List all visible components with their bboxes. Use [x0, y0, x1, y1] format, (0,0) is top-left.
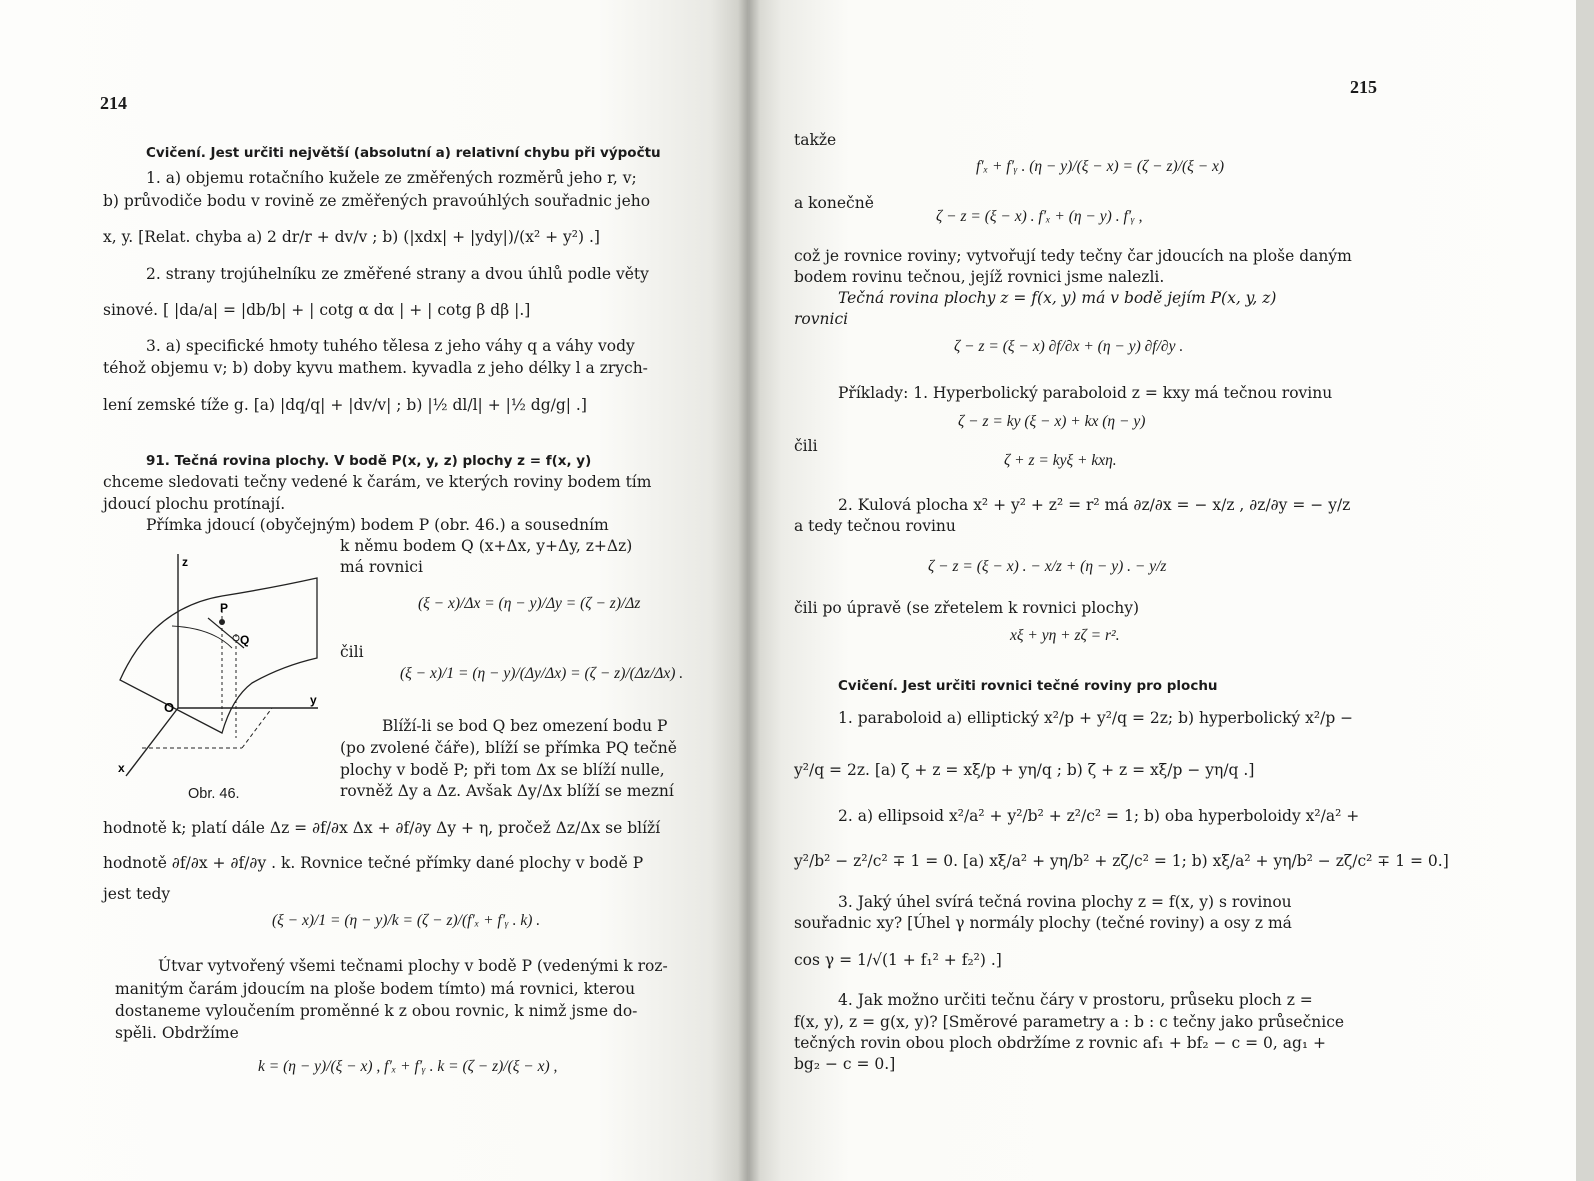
- text-line: rovněž Δy a Δz. Avšak Δy/Δx blíží se mezní: [340, 782, 674, 800]
- text-line: f(x, y), z = g(x, y)? [Směrové parametry a : b : c tečny jako průsečnice: [794, 1013, 1345, 1031]
- figure-label: O: [164, 700, 175, 715]
- equation: (ξ − x)/Δx = (η − y)/Δy = (ζ − z)/Δz: [418, 595, 641, 612]
- equation: ζ − z = (ξ − x) ∂f/∂x + (η − y) ∂f/∂y .: [954, 338, 1184, 355]
- figure-label: Q: [240, 633, 250, 647]
- equation: ζ − z = ky (ξ − x) + kx (η − y): [958, 413, 1146, 430]
- equation: xξ + yη + zζ = r².: [1010, 627, 1120, 644]
- text-line: jest tedy: [103, 885, 171, 903]
- figure-label: z: [182, 555, 188, 569]
- text-line: k němu bodem Q (x+Δx, y+Δy, z+Δz): [340, 537, 633, 555]
- section-heading: Cvičení. Jest určiti rovnici tečné roviny pro plochu: [838, 678, 1218, 694]
- text-line: Cvičení. Jest určiti největší (absolutní a) relativní chybu při výpočtu: [146, 145, 661, 161]
- text-line: b) průvodiče bodu v rovině ze změřených pravoúhlých souřadnic jeho: [103, 192, 651, 210]
- text-line: hodnotě ∂f/∂x + ∂f/∂y . k. Rovnice tečné přímky dané plochy v bodě P: [103, 854, 644, 872]
- text-line: Útvar vytvořený všemi tečnami plochy v bodě P (vedenými k roz-: [158, 957, 668, 975]
- text-line: spěli. Obdržíme: [115, 1024, 239, 1042]
- text-line: a konečně: [794, 194, 874, 212]
- text-line: Přímka jdoucí (obyčejným) bodem P (obr. 46.) a sousedním: [146, 516, 609, 534]
- text-line: 2. a) ellipsoid x²/a² + y²/b² + z²/c² = 1; b) oba hyperboloidy x²/a² +: [838, 807, 1360, 825]
- text-line: a tedy tečnou rovinu: [794, 517, 956, 535]
- section-heading: 91. Tečná rovina plochy. V bodě P(x, y, z) plochy z = f(x, y): [146, 453, 592, 469]
- right-page: [748, 0, 1594, 1181]
- figure-label: x: [118, 761, 125, 775]
- text-line: 3. Jaký úhel svírá tečná rovina plochy z = f(x, y) s rovinou: [838, 893, 1292, 911]
- text-line: 2. strany trojúhelníku ze změřené strany a dvou úhlů podle věty: [146, 265, 649, 283]
- text-line: čili: [794, 437, 818, 455]
- text-line: y²/b² − z²/c² ∓ 1 = 0. [a) xξ/a² + yη/b² + zζ/c² = 1; b) xξ/a² + yη/b² − zζ/c² ∓ 1 = 0.]: [794, 852, 1449, 870]
- text-line: takže: [794, 131, 837, 149]
- equation: k = (η − y)/(ξ − x) , f′ₓ + f′ᵧ . k = (ζ − z)/(ξ − x) ,: [258, 1058, 558, 1075]
- text-line: 3. a) specifické hmoty tuhého tělesa z jeho váhy q a váhy vody: [146, 337, 635, 355]
- figure-label: y: [310, 693, 317, 707]
- equation: f′ₓ + f′ᵧ . (η − y)/(ξ − x) = (ζ − z)/(ξ − x): [976, 158, 1225, 175]
- figure-label: P: [220, 601, 229, 615]
- text-line: 2. Kulová plocha x² + y² + z² = r² má ∂z/∂x = − x/z , ∂z/∂y = − y/z: [838, 496, 1351, 514]
- equation: (ξ − x)/1 = (η − y)/(Δy/Δx) = (ζ − z)/(Δz/Δx) .: [400, 665, 684, 682]
- equation: ζ − z = (ξ − x) . f′ₓ + (η − y) . f′ᵧ ,: [936, 208, 1143, 225]
- equation: (ξ − x)/1 = (η − y)/k = (ζ − z)/(f′ₓ + f′ᵧ . k) .: [272, 912, 541, 929]
- book-gutter: [738, 0, 760, 1181]
- text-line: (po zvolené čáře), blíží se přímka PQ tečně: [340, 739, 677, 757]
- text-line: 1. paraboloid a) elliptický x²/p + y²/q = 2z; b) hyperbolický x²/p −: [838, 709, 1354, 727]
- left-page: [0, 0, 748, 1181]
- figure-caption: Obr. 46.: [188, 786, 240, 802]
- text-line: bg₂ − c = 0.]: [794, 1055, 896, 1073]
- text-line: jdoucí plochu protínají.: [103, 495, 286, 513]
- text-line: sinové. [ |da/a| = |db/b| + | cotg α dα | + | cotg β dβ |.]: [103, 301, 531, 319]
- text-line: má rovnici: [340, 558, 423, 576]
- page-number-left: 214: [100, 93, 127, 113]
- text-line: x, y. [Relat. chyba a) 2 dr/r + dv/v ; b) (|xdx| + |ydy|)/(x² + y²) .]: [103, 228, 600, 246]
- text-line: hodnotě k; platí dále Δz = ∂f/∂x Δx + ∂f/∂y Δy + η, pročež Δz/Δx se blíží: [103, 819, 661, 837]
- text-line: cos γ = 1/√(1 + f₁² + f₂²) .]: [794, 951, 1002, 969]
- text-line: rovnici: [794, 310, 849, 328]
- text-line: Blíží-li se bod Q bez omezení bodu P: [382, 717, 668, 735]
- page-number-right: 215: [1350, 77, 1377, 97]
- figure-46: [112, 548, 332, 808]
- text-line: čili: [340, 643, 364, 661]
- text-line: což je rovnice roviny; vytvořují tedy tečny čar jdoucích na ploše daným: [794, 247, 1352, 265]
- text-line: Příklady: 1. Hyperbolický paraboloid z = kxy má tečnou rovinu: [838, 384, 1333, 402]
- text-line: manitým čarám jdoucím na ploše bodem tímto) má rovnici, kterou: [115, 980, 636, 998]
- text-line: y²/q = 2z. [a) ζ + z = xξ/p + yη/q ; b) ζ + z = xξ/p − yη/q .]: [794, 761, 1255, 779]
- text-line: Tečná rovina plochy z = f(x, y) má v bodě jejím P(x, y, z): [838, 289, 1277, 307]
- page-edge: [1576, 0, 1594, 1181]
- text-line: 4. Jak možno určiti tečnu čáry v prostoru, průseku ploch z =: [838, 991, 1313, 1009]
- text-line: bodem rovinu tečnou, jejíž rovnici jsme nalezli.: [794, 268, 1165, 286]
- equation: ζ − z = (ξ − x) . − x/z + (η − y) . − y/z: [928, 558, 1167, 575]
- text-line: tečných rovin obou ploch obdržíme z rovnic af₁ + bf₂ − c = 0, ag₁ +: [794, 1034, 1326, 1052]
- text-line: 1. a) objemu rotačního kužele ze změřených rozměrů jeho r, v;: [146, 169, 637, 187]
- text-line: téhož objemu v; b) doby kyvu mathem. kyvadla z jeho délky l a zrych-: [103, 359, 648, 377]
- text-line: souřadnic xy? [Úhel γ normály plochy (tečné roviny) a osy z má: [794, 914, 1292, 932]
- text-line: lení zemské tíže g. [a) |dq/q| + |dv/v| ; b) |½ dl/l| + |½ dg/g| .]: [103, 396, 587, 414]
- text-line: plochy v bodě P; při tom Δx se blíží nulle,: [340, 761, 665, 779]
- equation: ζ + z = kyξ + kxη.: [1004, 452, 1117, 469]
- text-line: chceme sledovati tečny vedené k čarám, ve kterých roviny bodem tím: [103, 473, 652, 491]
- text-line: čili po úpravě (se zřetelem k rovnici plochy): [794, 599, 1140, 617]
- text-line: dostaneme vyloučením proměnné k z obou rovnic, k nimž jsme do-: [115, 1002, 638, 1020]
